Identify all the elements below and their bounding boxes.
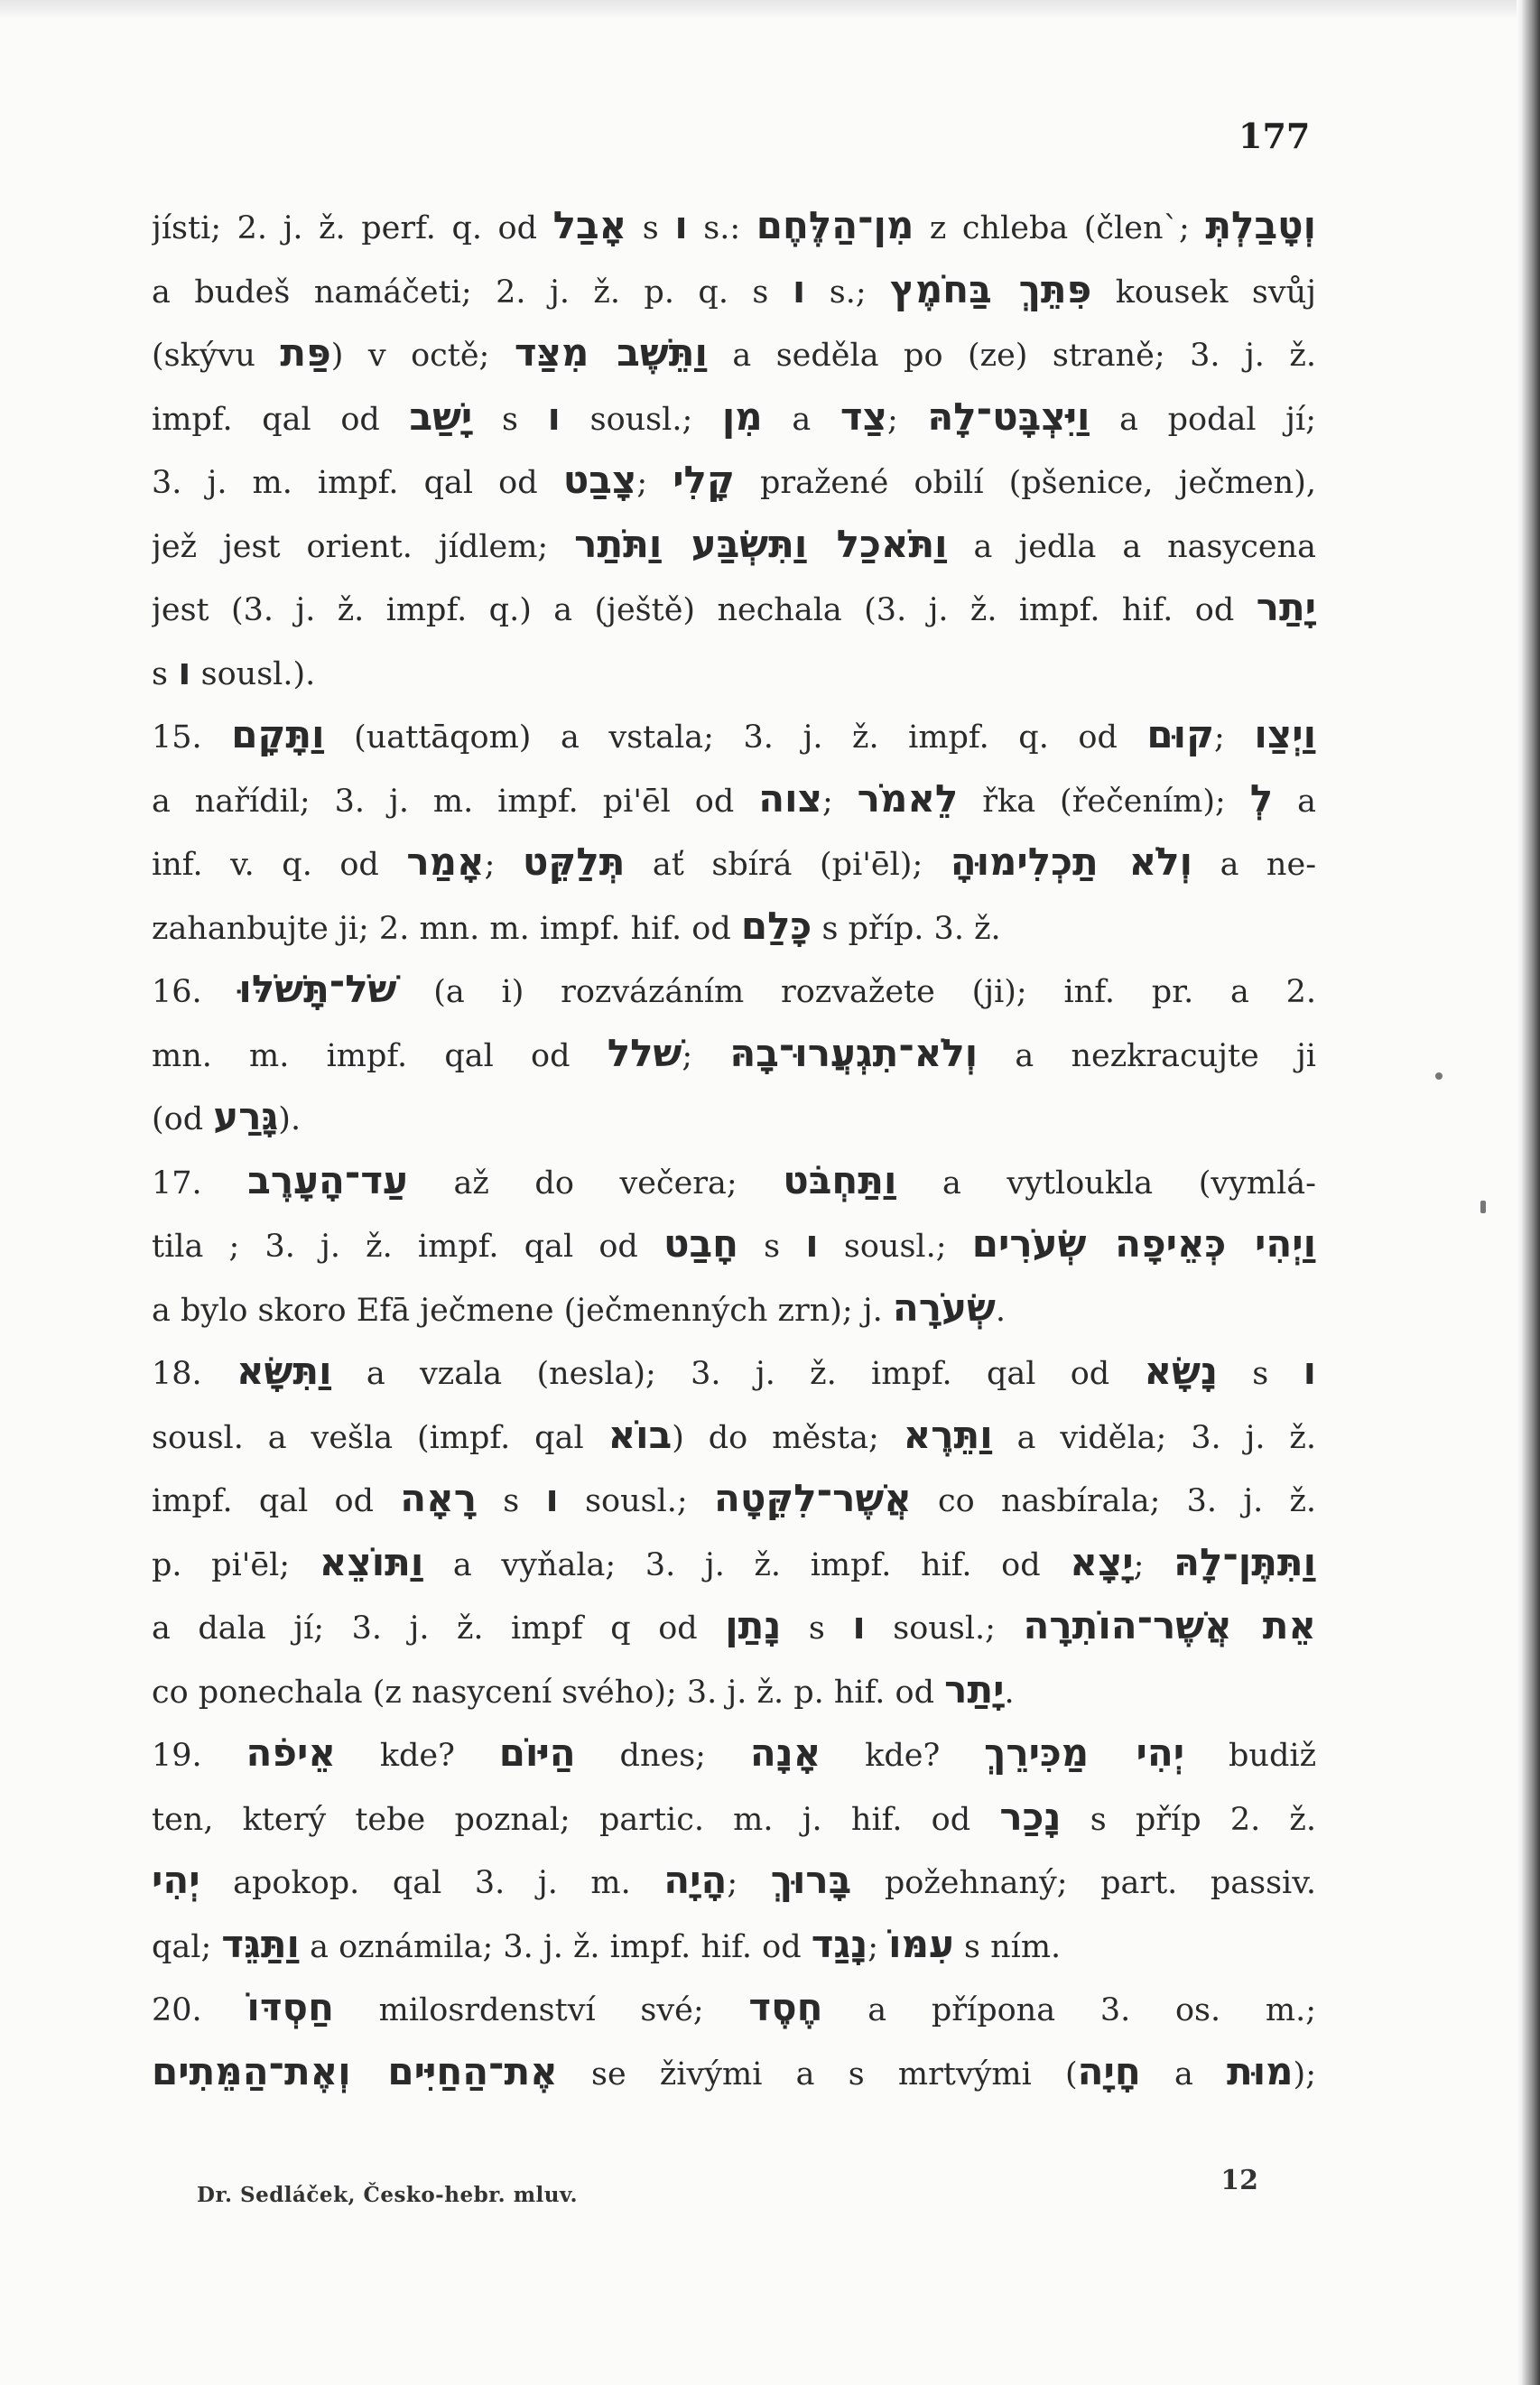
text-line: sousl. a vešla (impf. qal בוֹא) do města; וַתֵּרֶא a viděla; 3. j. ž. <box>152 1412 1316 1457</box>
hebrew-word: גָּרַע <box>213 1094 279 1138</box>
text-line: tila ; 3. j. ž. impf. qal od חָבַט s ו sousl.; וַיְהִי כְּאֵיפָה שְׂעֹרִים <box>152 1221 1316 1266</box>
hebrew-word: יָתַר <box>944 1666 1005 1712</box>
hebrew-word: עִמּוֹ <box>888 1921 954 1966</box>
hebrew-word: יָצָא <box>1070 1539 1134 1584</box>
hebrew-word: קוּם <box>1146 712 1215 756</box>
hebrew-word: פִּתֵּךְ בַּחֹמֶץ <box>890 266 1092 311</box>
text-line: mn. m. impf. qal od שׁלל; וְלֹא־תִגְעֲרוּ־בָהּ a nezkracujte ji <box>152 1030 1316 1075</box>
text-line: qal; וַתַּגֵּד a oznámila; 3. j. ž. impf. hif. od נָגַד; עִמּוֹ s ním. <box>152 1921 1062 1966</box>
hebrew-word: מוּת <box>1227 2048 1294 2093</box>
hebrew-word: ו <box>1303 1349 1316 1393</box>
hebrew-word: שְׂעֹרָה <box>892 1285 996 1330</box>
text-line: s ו sousl.). <box>152 648 316 693</box>
hebrew-word: חֶסֶד <box>748 1985 823 2029</box>
signature-mark: 12 <box>1220 2165 1258 2196</box>
text-line: a budeš namáčeti; 2. j. ž. p. q. s ו s.; פִּתֵּךְ בַּחֹמֶץ kousek svůj <box>152 266 1316 311</box>
hebrew-word: נָשָׂא <box>1144 1349 1218 1393</box>
text-line: אֶת־הַחַיִּים וְאֶת־הַמֵּתִים se živými a s mrtvými (חָיָה a מוּת); <box>152 2048 1316 2093</box>
text-line: 3. j. m. impf. qal od צָבַט; קָלִי pražené obilí (pšenice, ječmen), <box>152 458 1316 502</box>
text-line: 15. וַתָּקָם (uattāqom) a vstala; 3. j. ž. impf. q. od קוּם; וַיְצַו <box>152 712 1316 756</box>
hebrew-word: חָיָה <box>1077 2048 1141 2093</box>
dictionary-text <box>152 194 1316 2153</box>
hebrew-word: וַתֵּרֶא <box>903 1412 993 1457</box>
hebrew-word: וַתֹּאכַל וַתִּשְׂבַּע וַתֹּתַר <box>574 521 948 566</box>
hebrew-word: וַיִּצְבָּט־לָהּ <box>927 394 1090 439</box>
text-line: 16. שֹׁל־תָּשֹׁלּוּ (a i) rozvázáním rozvažete (ji); inf. pr. a 2. <box>152 967 1316 1011</box>
hebrew-word: בָּרוּךְ <box>770 1858 852 1902</box>
hebrew-word: אֲשֶׁר־לִקֵּטָה <box>713 1476 912 1520</box>
hebrew-word: חָבַט <box>663 1221 738 1266</box>
text-line: 20. חַסְדּוֹ milosrdenství své; חֶסֶד a přípona 3. os. m.; <box>152 1985 1316 2029</box>
text-line: יְהִי apokop. qal 3. j. m. הָיָה; בָּרוּךְ požehnaný; part. passiv. <box>152 1858 1316 1902</box>
hebrew-word: אֵת אֲשֶׁר־הוֹתִרָה <box>1023 1603 1316 1647</box>
margin-mark <box>1480 1201 1486 1213</box>
text-line: jež jest orient. jídlem; וַתֹּאכַל וַתִּשְׂבַּע וַתֹּתַר a jedla a nasycena <box>152 521 1316 566</box>
hebrew-word: פַּת <box>280 330 331 375</box>
hebrew-word: ו <box>674 203 688 247</box>
text-line: (skývu פַּת) v octě; וַתֵּשֶׁב מִצַּד a seděla po (ze) straně; 3. j. ž. <box>152 330 1316 375</box>
hebrew-word: יְהִי מַכִּירֵךְ <box>984 1731 1185 1775</box>
hebrew-word: וַתּוֹצֵא <box>319 1539 424 1584</box>
hebrew-word: בוֹא <box>608 1412 673 1457</box>
hebrew-word: ו <box>178 648 191 693</box>
text-line: ten, který tebe poznal; partic. m. j. hif. od נָכַר s příp 2. ž. <box>152 1794 1316 1839</box>
hebrew-word: וַתָּקָם <box>231 712 325 756</box>
hebrew-word: שֹׁל־תָּשֹׁלּוּ <box>238 967 397 1011</box>
hebrew-word: רָאָה <box>400 1476 477 1520</box>
scan-right-edge <box>1517 0 1540 2385</box>
hebrew-word: ו <box>805 1221 819 1266</box>
hebrew-word: הָיָה <box>663 1858 728 1902</box>
page-number: 177 <box>1238 116 1311 156</box>
scan-top-edge <box>0 0 1540 20</box>
hebrew-word: צוה <box>758 775 822 821</box>
hebrew-word: נָכַר <box>999 1794 1062 1839</box>
footer-author: Dr. Sedláček, Česko-hebr. mluv. <box>197 2183 579 2207</box>
hebrew-word: וְלֹא תַכְלִימוּהָ <box>950 840 1193 884</box>
hebrew-word: ו <box>792 266 806 311</box>
text-line: zahanbujte ji; 2. mn. m. impf. hif. od כָּלַם s příp. 3. ž. <box>152 903 1001 948</box>
hebrew-word: אֶת־הַחַיִּים וְאֶת־הַמֵּתִים <box>152 2048 558 2093</box>
hebrew-word: קָלִי <box>673 458 735 502</box>
text-line: (od גָּרַע). <box>152 1094 302 1138</box>
hebrew-word: עַד־הָעָרֶב <box>247 1157 408 1202</box>
hebrew-word: נָגַד <box>811 1921 868 1966</box>
hebrew-word: נָתַן <box>725 1603 782 1647</box>
hebrew-word: אָנָה <box>749 1731 821 1775</box>
text-line: a bylo skoro Efā ječmene (ječmenných zrn); j. שְׂעֹרָה. <box>152 1285 1007 1330</box>
text-line: 18. וַתִּשָּׂא a vzala (nesla); 3. j. ž. impf. qal od נָשָׂא s ו <box>152 1349 1316 1393</box>
hebrew-word: כָּלַם <box>740 903 812 948</box>
text-line: a dala jí; 3. j. ž. impf q od נָתַן s ו sousl.; אֵת אֲשֶׁר־הוֹתִרָה <box>152 1603 1316 1647</box>
text-line: impf. qal od רָאָה s ו sousl.; אֲשֶׁר־לִקֵּטָה co nasbírala; 3. j. ž. <box>152 1476 1316 1520</box>
margin-mark <box>1435 1072 1443 1080</box>
hebrew-word: וַתִּשָּׂא <box>236 1349 332 1393</box>
hebrew-word: הַיּוֹם <box>498 1731 576 1775</box>
hebrew-word: יָתַר <box>1256 585 1316 629</box>
hebrew-word: אָמַר <box>406 840 485 884</box>
hebrew-word: וַתַּחְבֹּט <box>783 1157 897 1202</box>
hebrew-word: וַתִּתֶּן־לָהּ <box>1174 1539 1316 1584</box>
hebrew-word: חַסְדּוֹ <box>246 1985 334 2029</box>
hebrew-word: שׁלל <box>607 1030 682 1075</box>
hebrew-word: יְהִי <box>152 1858 200 1902</box>
hebrew-word: יָשַׁב <box>409 394 473 439</box>
text-line: jest (3. j. ž. impf. q.) a (ještě) nechala (3. j. ž. impf. hif. od יָתַר <box>152 585 1316 629</box>
text-line: jísti; 2. j. ž. perf. q. od אָבַל s ו s.: מִן־הַלֶּחֶם z chleba (člen`; וְטָבַלְתְּ <box>152 203 1316 247</box>
hebrew-word: לְ <box>1249 775 1274 821</box>
hebrew-word: אֵיפֹה <box>246 1731 336 1775</box>
text-line: impf. qal od יָשַׁב s ו sousl.; מִן a צַד; וַיִּצְבָּט־לָהּ a podal jí; <box>152 394 1316 439</box>
hebrew-word: וַיְצַו <box>1254 712 1316 756</box>
hebrew-word: תְּלַקֵּט <box>522 840 626 884</box>
hebrew-word: וְלֹא־תִגְעֲרוּ־בָהּ <box>729 1030 979 1075</box>
hebrew-word: צַד <box>840 394 887 439</box>
hebrew-word: וַתַּגֵּד <box>221 1921 300 1966</box>
text-line: p. pi'ēl; וַתּוֹצֵא a vyňala; 3. j. ž. impf. hif. od יָצָא; וַתִּתֶּן־לָהּ <box>152 1539 1316 1584</box>
hebrew-word: צָבַט <box>562 458 637 502</box>
text-line: 17. עַד־הָעָרֶב až do večera; וַתַּחְבֹּט a vytloukla (vymlá- <box>152 1157 1316 1202</box>
hebrew-word: וַיְהִי כְּאֵיפָה שְׂעֹרִים <box>971 1221 1316 1266</box>
hebrew-word: ו <box>852 1603 866 1647</box>
hebrew-word: מִן־הַלֶּחֶם <box>756 203 914 247</box>
text-line: inf. v. q. od אָמַר; תְּלַקֵּט ať sbírá (pi'ēl); וְלֹא תַכְלִימוּהָ a ne- <box>152 840 1316 884</box>
hebrew-word: מִן <box>721 394 763 439</box>
hebrew-word: ו <box>545 1476 559 1520</box>
hebrew-word: וְטָבַלְתְּ <box>1205 203 1316 247</box>
text-line: a nařídil; 3. j. m. impf. pi'ēl od צוה; לֵאמֹר řka (řečením); לְ a <box>152 775 1316 821</box>
text-line: co ponechala (z nasycení svého); 3. j. ž. p. hif. od יָתַר. <box>152 1666 1015 1712</box>
hebrew-word: אָבַל <box>552 203 627 247</box>
text-line: 19. אֵיפֹה kde? הַיּוֹם dnes; אָנָה kde? יְהִי מַכִּירֵךְ budiž <box>152 1731 1316 1775</box>
hebrew-word: ו <box>547 394 561 439</box>
hebrew-word: וַתֵּשֶׁב מִצַּד <box>514 330 708 375</box>
hebrew-word: לֵאמֹר <box>857 775 959 821</box>
